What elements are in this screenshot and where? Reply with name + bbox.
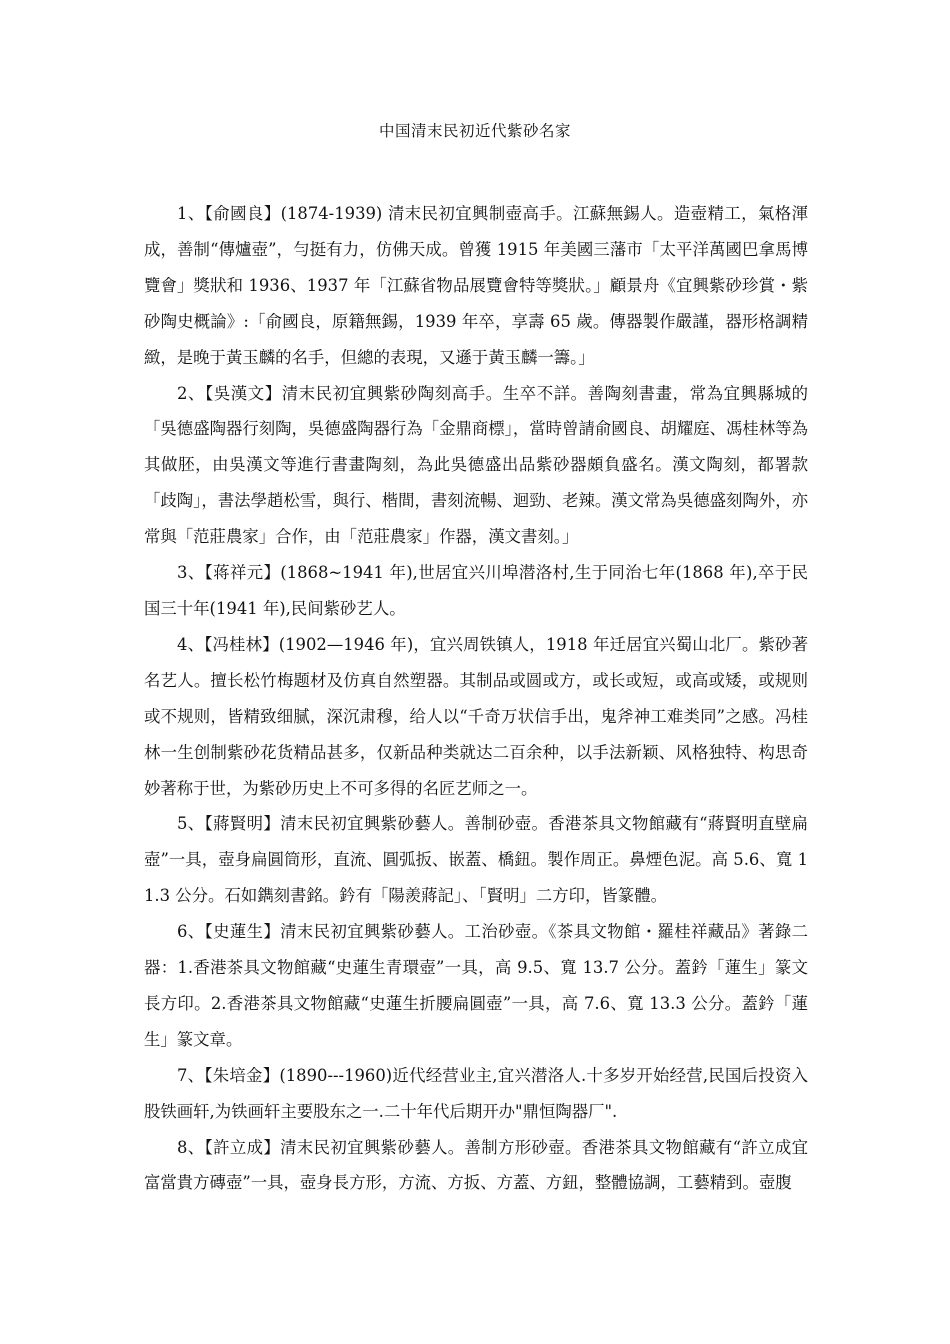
entry-paragraph: 4、【冯桂林】(1902—1946 年)，宜兴周铁镇人，1918 年迁居宜兴蜀山北厂。紫砂著名艺人。擅长松竹梅题材及仿真自然塑器。其制品或圆或方，或长或短，或高或矮，或规则或不规则，皆精致细腻，深沉肃穆，给人以“千奇万状信手出，鬼斧神工难类同”之感。冯桂林一生创制紫砂花货精品甚多，仅新品种类就达二百余种，以手法新颖、风格独特、构思奇妙著称于世，为紫砂历史上不可多得的名匠艺师之一。 <box>144 634 808 798</box>
entry-paragraph: 1、【俞國良】(1874-1939) 清末民初宜興制壺高手。江蘇無錫人。造壺精工，氣格渾成，善制“傳爐壺”，勻挺有力，仿佛天成。曾獲 1915 年美國三藩市「太平洋萬國巴拿馬博覽會」獎狀和 1936、1937 年「江蘇省物品展覽會特等獎狀。」顧景舟《宜興紫砂珍賞・紫砂陶史概論》:「俞國良，原籍無錫，1939 年卒，享壽 65 歲。傳器製作嚴謹，器形格調精緻，是晚于黃玉麟的名手，但總的表現，又遜于黃玉麟一籌。」 <box>144 204 808 367</box>
entry-paragraph: 6、【史蓮生】清末民初宜興紫砂藝人。工治砂壺。《茶具文物館・羅桂祥藏品》著錄二器：1.香港茶具文物館藏“史蓮生青環壺”一具，高 9.5、寬 13.7 公分。蓋鈐「蓮生」篆文長方印。2.香港茶具文物館藏“史蓮生折腰扁圓壺”一具，高 7.6、寬 13.3 公分。蓋鈐「蓮生」篆文章。 <box>144 922 808 1049</box>
entry-paragraph: 8、【許立成】清末民初宜興紫砂藝人。善制方形砂壺。香港茶具文物館藏有“許立成宜富當貴方磚壺”一具，壺身長方形，方流、方扳、方蓋、方鈕，整體協調，工藝精到。壺腹 <box>144 1137 808 1193</box>
entry-paragraph: 2、【吳漢文】清末民初宜興紫砂陶刻高手。生卒不詳。善陶刻書畫，常為宜興縣城的「吳德盛陶器行刻陶，吳德盛陶器行為「金鼎商標」，當時曾請俞國良、胡耀庭、馮桂林等為其做胚，由吳漢文等進行書畫陶刻，為此吳德盛出品紫砂器頗負盛名。漢文陶刻，都署款「歧陶」，書法學趙松雪，與行、楷間，書刻流暢、迴勁、老辣。漢文常為吳德盛刻陶外，亦常與「范莊農家」合作，由「范莊農家」作器，漢文書刻。」 <box>144 383 808 547</box>
document-title: 中国清末民初近代紫砂名家 <box>378 122 571 140</box>
document-body <box>144 196 808 1201</box>
entry-paragraph: 7、【朱培金】(1890---1960)近代经营业主,宜兴潜洛人.十多岁开始经营,民国后投资入股铁画轩,为铁画轩主要股东之一.二十年代后期开办"鼎恒陶器厂". <box>144 1065 808 1121</box>
entry-paragraph: 5、【蔣賢明】清末民初宜興紫砂藝人。善制砂壺。香港茶具文物館藏有“蔣賢明直壁扁壺”一具，壺身扁圓筒形，直流、圓弧扳、嵌蓋、橋鈕。製作周正。鼻煙色泥。高 5.6、寬 11.3 公分。石如鐫刻書銘。鈐有「陽羨蔣記」、「賢明」二方印，皆篆體。 <box>144 814 808 906</box>
entry-paragraph: 3、【蒋祥元】(1868~1941 年),世居宜兴川埠潜洛村,生于同治七年(1868 年),卒于民国三十年(1941 年),民间紫砂艺人。 <box>144 563 808 618</box>
